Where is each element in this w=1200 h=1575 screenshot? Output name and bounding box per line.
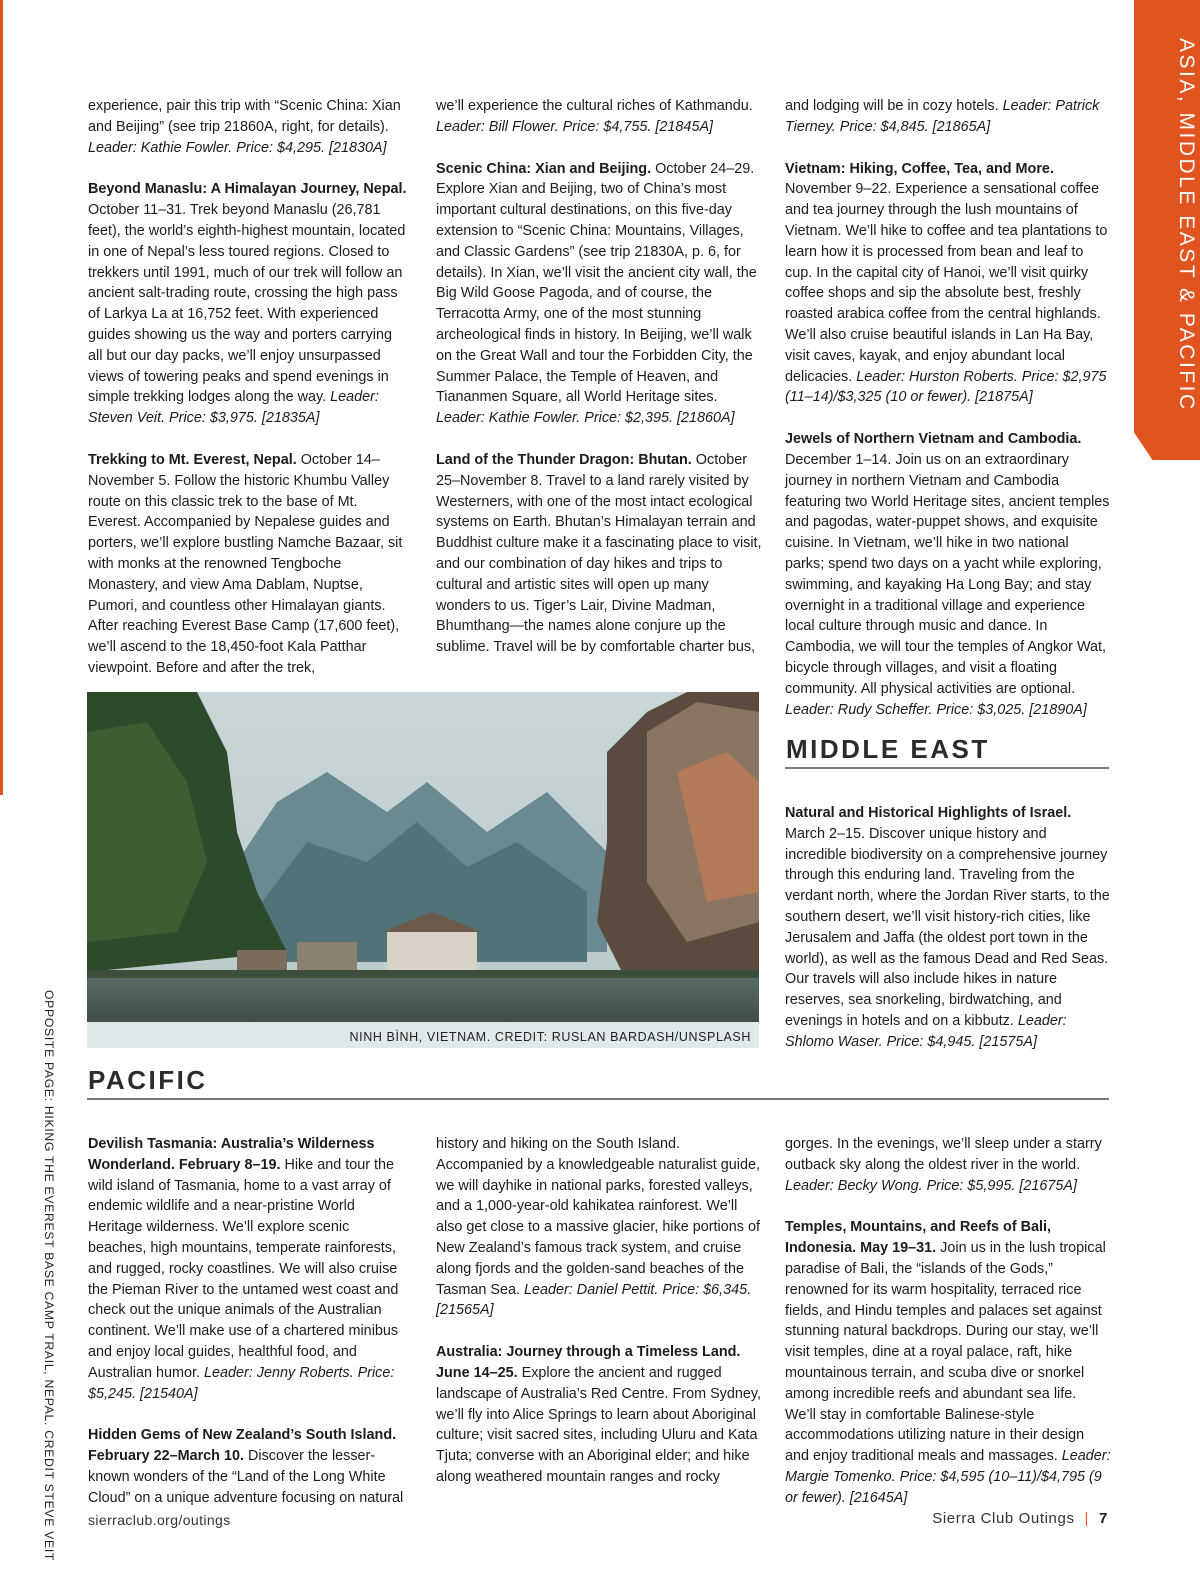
paragraph: Temples, Mountains, and Reefs of Bali, Indonesia. May 19–31. Join us in the lush tropical paradise of Bali, the “islands of the Gods,” renowned for its warm hospitality, terraced rice fields, and Hindu temples and palaces set against stunning natural backdrops. During our stay, we’ll visit temples, dine at a royal palace, raft, hike mountainous terrain, and scuba dive or snorkel among incredible reefs and abundant sea life. We’ll stay in comfortable Balinese-style accommodations utilizing nature in their design and enjoy traditional meals and massages. Leader: Margie Tomenko. Price: $4,595 (10–11)/$4,795 (9 or fewer). [21645A] bbox=[785, 1219, 1111, 1506]
footer-publication bbox=[932, 1510, 1108, 1527]
footer-separator: | bbox=[1084, 1510, 1090, 1527]
page-number: 7 bbox=[1099, 1510, 1108, 1527]
paragraph: and lodging will be in cozy hotels. Leader: Patrick Tierney. Price: $4,845. [21865A] bbox=[785, 98, 1100, 135]
left-accent-bar bbox=[0, 0, 3, 795]
paragraph: Jewels of Northern Vietnam and Cambodia. December 1–14. Join us on an extraordinary journey in northern Vietnam and Cambodia featuring two World Heritage sites, ancient temples and pagodas, water-puppet shows, and exquisite cuisine. In Vietnam, we’ll hike in two national parks; spend two days on a yacht while exploring, swimming, and kayaking Ha Long Bay; and stay overnight in a traditional village and experience local culture through music and dance. In Cambodia, we will tour the temples of Angkor Wat, bicycle through villages, and visit a floating community. All physical activities are optional. Leader: Rudy Scheffer. Price: $3,025. [21890A] bbox=[785, 431, 1110, 718]
paragraph: Beyond Manaslu: A Himalayan Journey, Nepal. October 11–31. Trek beyond Manaslu (26,781 feet), the world’s eighth-highest mountain, located in one of Nepal’s less toured regions. Closed to trekkers until 1991, much of our trek will follow an ancient salt-trading route, crossing the high pass of Larkya La at 16,752 feet. With experienced guides showing us the way and porters carrying all but our day packs, we’ll enjoy unsurpassed views of towering peaks and spend evenings in simple trekking lodges along the way. Leader: Steven Veit. Price: $3,975. [21835A] bbox=[88, 181, 407, 427]
middle-east-column bbox=[785, 803, 1111, 1074]
landscape-illustration bbox=[87, 692, 759, 1048]
paragraph: Australia: Journey through a Timeless Land. June 14–25. Explore the ancient and rugged landscape of Australia’s Red Centre. From Sydney, we’ll fly into Alice Springs to learn about Aboriginal culture; visit sacred sites, including Uluru and Kata Tjuta; converse with an Aboriginal elder; and hike along weathered mountain ranges and rocky bbox=[436, 1344, 762, 1485]
footer-url[interactable]: sierraclub.org/outings bbox=[88, 1512, 231, 1528]
column-3 bbox=[785, 96, 1111, 741]
column-1 bbox=[88, 96, 408, 700]
paragraph: history and hiking on the South Island. Accompanied by a knowledgeable naturalist guide, we will dayhike in national parks, forested valleys, and a 1,000-year-old kahikatea rainforest. We’ll also get close to a massive glacier, hike portions of New Zealand’s famous track system, and cruise along fjords and the golden-sand beaches of the Tasman Sea. Leader: Daniel Pettit. Price: $6,345. [21565A] bbox=[436, 1136, 761, 1319]
paragraph: Vietnam: Hiking, Coffee, Tea, and More. November 9–22. Experience a sensational coffee and tea journey through the lush mountains of Vietnam. We’ll hike to coffee and tea plantations to learn how it is processed from bean and leaf to cup. In the capital city of Hanoi, we’ll visit quirky coffee shops and sip the absolute best, freshly roasted arabica coffee from the central highlands. We’ll also cruise beautiful islands in Lan Ha Bay, visit caves, kayak, and enjoy abundant local delicacies. Leader: Hurston Roberts. Price: $2,975 (11–14)/$3,325 (10 or fewer). [21875A] bbox=[785, 160, 1108, 406]
section-tab-label: ASIA, MIDDLE EAST & PACIFIC bbox=[1175, 38, 1198, 412]
paragraph: gorges. In the evenings, we’ll sleep under a starry outback sky along the oldest river in the world. Leader: Becky Wong. Price: $5,995. [21675A] bbox=[785, 1136, 1102, 1194]
side-photo-credit: OPPOSITE PAGE: HIKING THE EVEREST BASE CAMP TRAIL, NEPAL. CREDIT STEVE VEIT bbox=[42, 990, 56, 1562]
paragraph: Scenic China: Xian and Beijing. October 24–29. Explore Xian and Beijing, two of China’s most important cultural destinations, on this five-day extension to “Scenic China: Mountains, Villages, and Classic Gardens” (see trip 21830A, p. 6, for details). In Xian, we’ll visit the ancient city wall, the Big Wild Goose Pagoda, and of course, the Terracotta Army, one of the most stunning archeological finds in history. In Beijing, we’ll walk on the Great Wall and tour the Forbidden City, the Summer Palace, the Temple of Heaven, and Tiananmen Square, all World Heritage sites. Leader: Kathie Fowler. Price: $2,395. [21860A] bbox=[436, 160, 757, 427]
pacific-rule bbox=[87, 1098, 1109, 1100]
pacific-column-3 bbox=[785, 1134, 1111, 1530]
middle-east-rule bbox=[785, 767, 1109, 769]
pacific-heading: PACIFIC bbox=[88, 1065, 208, 1095]
paragraph: experience, pair this trip with “Scenic China: Xian and Beijing” (see trip 21860A, right, for details). Leader: Kathie Fowler. Price: $4,295. [21830A] bbox=[88, 98, 401, 156]
paragraph: we’ll experience the cultural riches of Kathmandu. Leader: Bill Flower. Price: $4,755. [21845A] bbox=[436, 98, 753, 135]
publication-name: Sierra Club Outings bbox=[932, 1510, 1075, 1527]
paragraph: Natural and Historical Highlights of Israel. March 2–15. Discover unique history and incredible biodiversity on a comprehensive journey through this enduring land. Traveling from the verdant north, where the Jordan River starts, to the southern desert, we’ll visit history-rich cities, like Jerusalem and Jaffa (the oldest port town in the world), as well as the famous Dead and Red Seas. Our travels will also include hikes in nature reserves, sea snorkeling, birdwatching, and evenings in hotels and on a kibbutz. Leader: Shlomo Waser. Price: $4,945. [21575A] bbox=[785, 805, 1110, 1050]
ninh-binh-photo bbox=[87, 692, 759, 1048]
pacific-column-1 bbox=[88, 1134, 408, 1530]
paragraph: Land of the Thunder Dragon: Bhutan. October 25–November 8. Travel to a land rarely visited by Westerners, with one of the most intact ecological systems on Earth. Bhutan’s Himalayan terrain and Buddhist culture make it a fascinating place to visit, and our combination of day hikes and trips to cultural and artistic sites will open up many wonders to us. Tiger’s Lair, Divine Madman, Bhumthang—the names alone conjure up the sublime. Travel will be by comfortable charter bus, bbox=[436, 451, 762, 656]
paragraph: Hidden Gems of New Zealand’s South Island. February 22–March 10. Discover the lesser-known wonders of the “Land of the Long White Cloud” on a unique adventure focusing on natural bbox=[88, 1427, 404, 1506]
photo-caption: NINH BÌNH, VIETNAM. CREDIT: RUSLAN BARDASH/UNSPLASH bbox=[349, 1030, 751, 1044]
column-2 bbox=[436, 96, 764, 679]
pacific-column-2 bbox=[436, 1134, 764, 1509]
middle-east-heading: MIDDLE EAST bbox=[786, 734, 990, 764]
paragraph: Devilish Tasmania: Australia’s Wilderness Wonderland. February 8–19. Hike and tour the wild island of Tasmania, home to a vast array of endemic wildlife and a near-pristine World Heritage wilderness. We’ll explore scenic beaches, high mountains, temperate rainforests, and rugged, rocky coastlines. We will also cruise the Pieman River to the untamed west coast and check out the unique animals of the Australian continent. We’ll make use of a chartered minibus and enjoy local guides, healthful food, and Australian humor. Leader: Jenny Roberts. Price: $5,245. [21540A] bbox=[88, 1136, 399, 1402]
paragraph: Trekking to Mt. Everest, Nepal. October 14–November 5. Follow the historic Khumbu Valley route on this classic trek to the base of Mt. Everest. Accompanied by Nepalese guides and porters, we’ll explore bustling Namche Bazaar, sit with monks at the renowned Tengboche Monastery, and view Ama Dablam, Nuptse, Pumori, and countless other Himalayan giants. After reaching Everest Base Camp (17,600 feet), we’ll ascend to the 18,450-foot Kala Patthar viewpoint. Before and after the trek, bbox=[88, 451, 403, 676]
